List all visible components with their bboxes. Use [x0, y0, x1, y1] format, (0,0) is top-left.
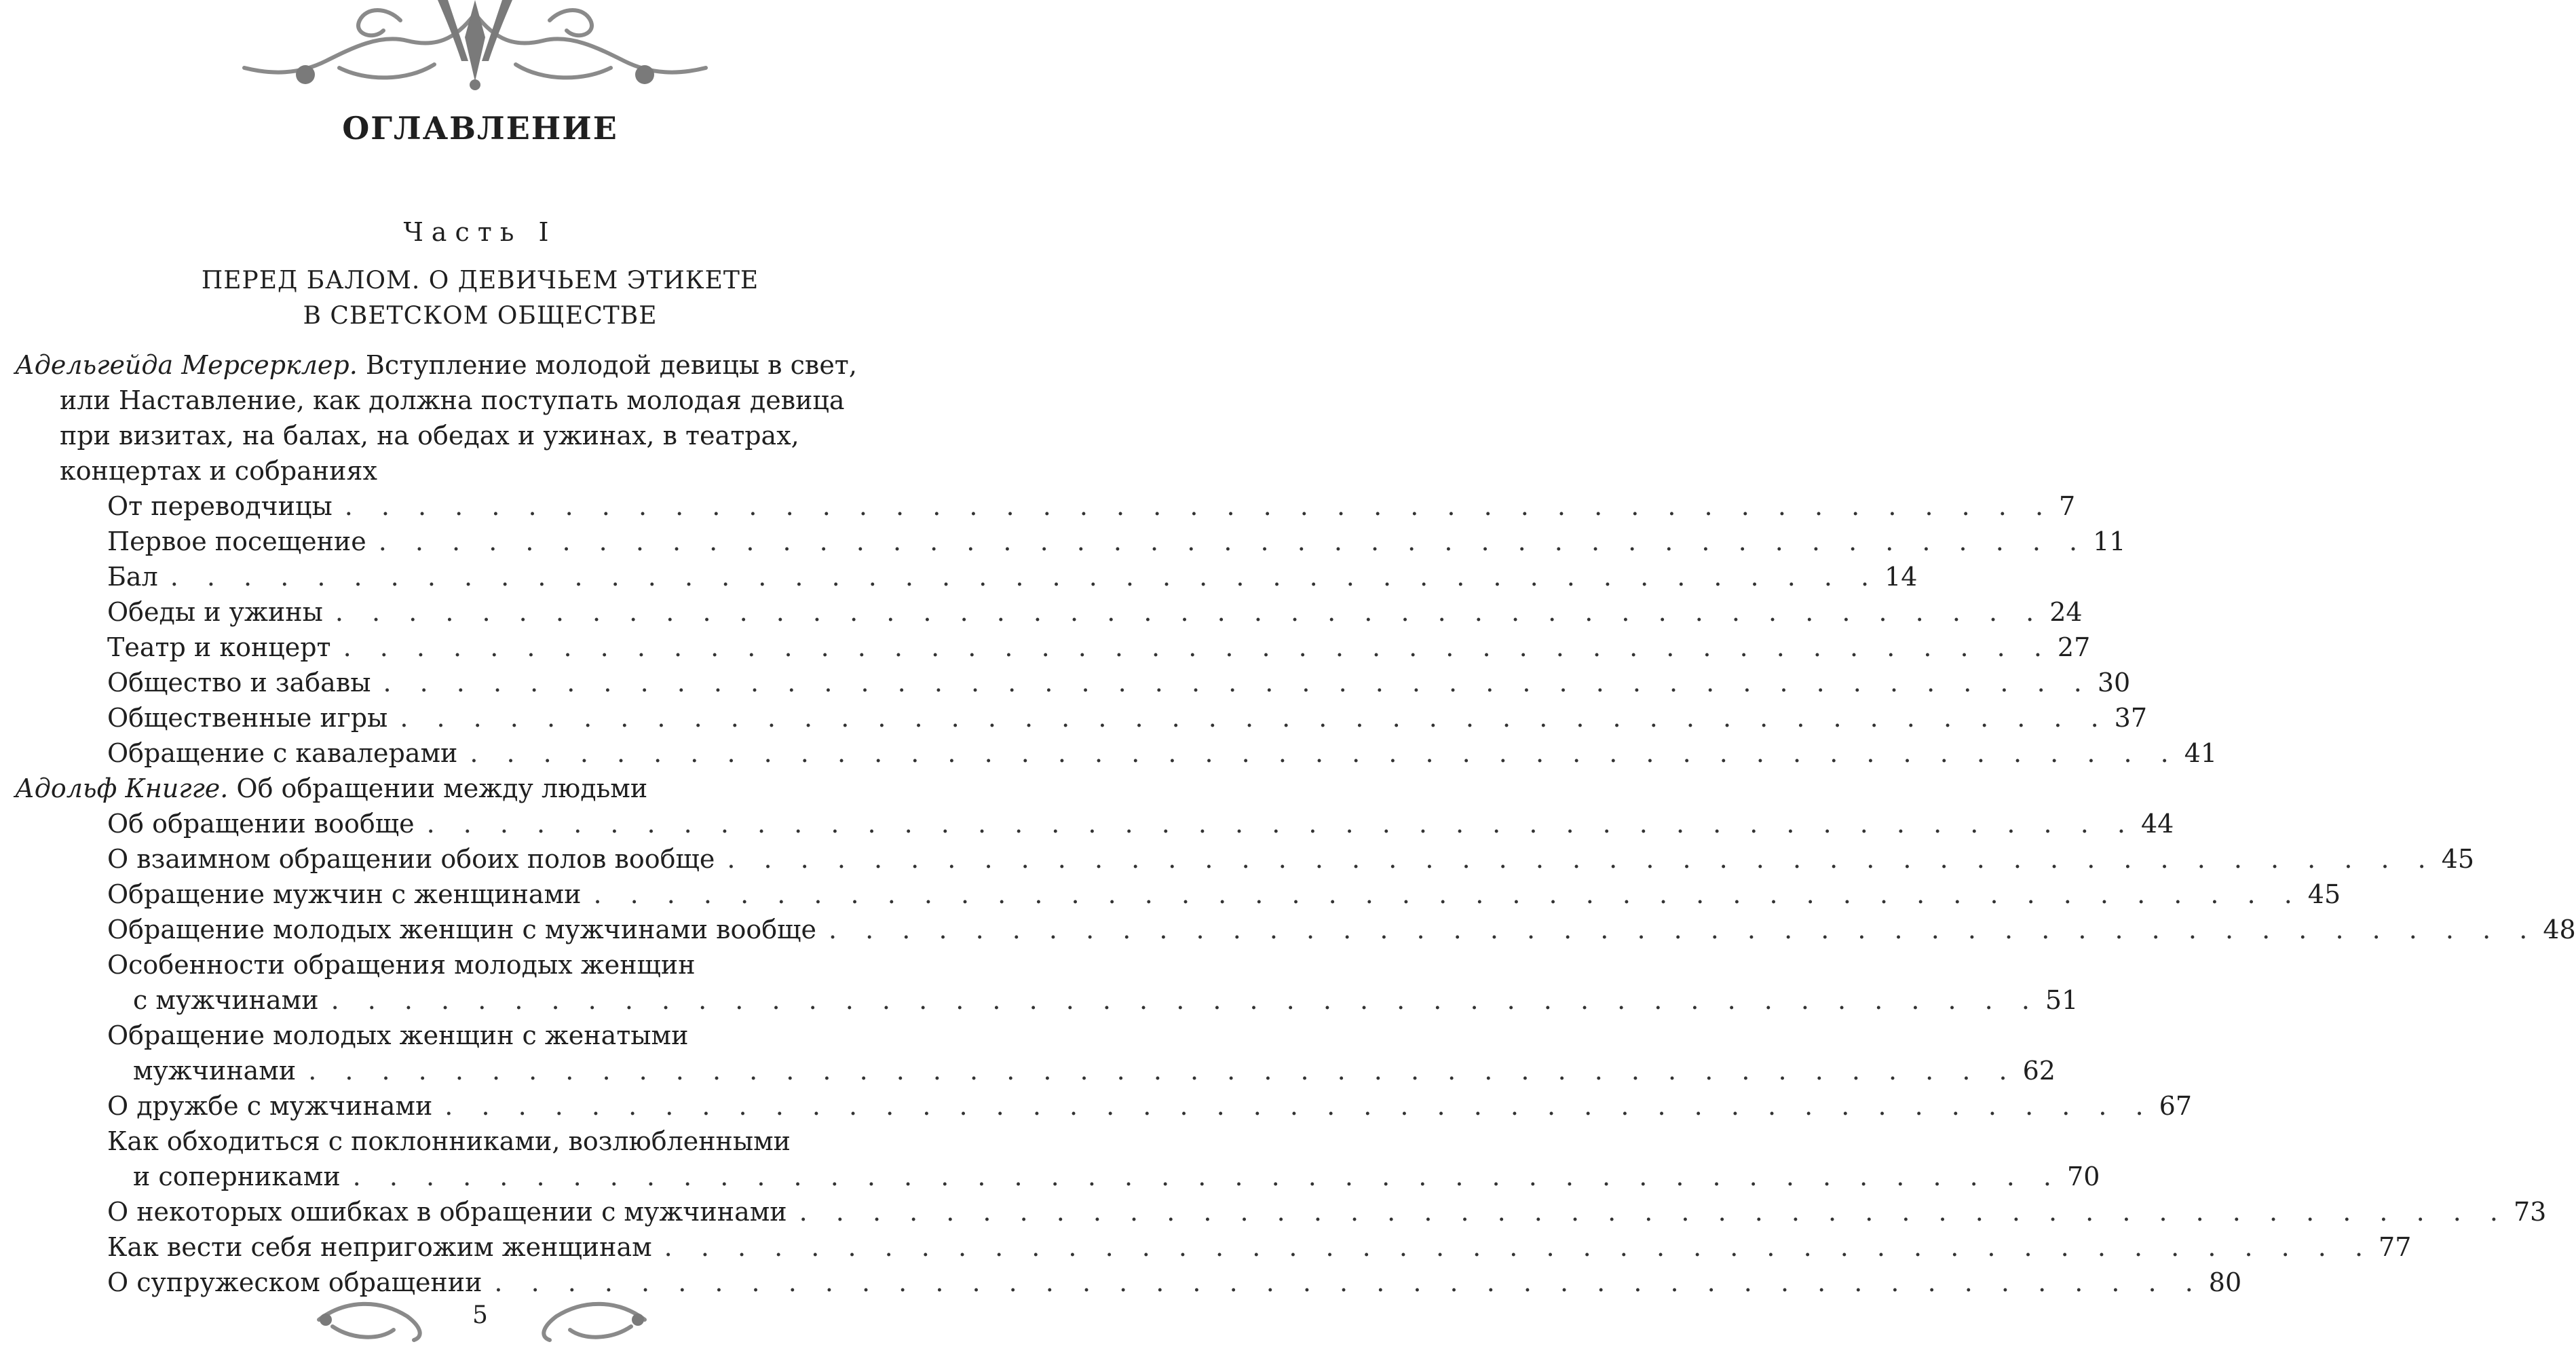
toc-entry	[107, 841, 2475, 877]
toc-entry-page: 14	[1884, 562, 1918, 592]
toc-entry-page: 30	[2097, 668, 2131, 697]
toc-entry-title: Как обходиться с поклонниками, возлюбленными	[107, 1126, 791, 1156]
toc-dot-leader: . . . . . . . . . . . . . . . . . . . . . . . . . . . . . . . . . . . . . . . . . . . . . . .	[470, 738, 2179, 768]
toc-entry-title: Обращение молодых женщин с женатыми	[107, 1020, 689, 1050]
part-label: Часть I	[403, 217, 557, 247]
section2-author: Адольф Книгге.	[15, 773, 229, 803]
part-heading-line2: В СВЕТСКОМ ОБЩЕСТВЕ	[303, 302, 658, 330]
toc-entry	[107, 559, 1918, 594]
toc-entry-title: Особенности обращения молодых женщин	[107, 950, 696, 980]
toc-entry	[107, 665, 2131, 700]
toc-entry	[107, 700, 2148, 735]
toc-entry-page: 44	[2140, 809, 2174, 839]
toc-entry-title: Общество и забавы	[107, 668, 371, 697]
toc-entry-title: О некоторых ошибках в обращении с мужчинами	[107, 1197, 787, 1227]
toc-dot-leader: . . . . . . . . . . . . . . . . . . . . . . . . . . . . . . . . . . . . . . . . . . . . . . .	[799, 1197, 2508, 1227]
toc-entry-page: 51	[2045, 985, 2079, 1015]
page-number: 5	[472, 1301, 488, 1329]
toc-dot-leader: . . . . . . . . . . . . . . . . . . . . . . . . . . . . . . . . . . . . . . . . . . . . . . .	[343, 632, 2052, 662]
toc-entry	[107, 1229, 2412, 1265]
toc-entry-page: 73	[2513, 1197, 2547, 1227]
toc-entry	[107, 489, 2076, 524]
toc-dot-leader: . . . . . . . . . . . . . . . . . . . . . . . . . . . . . . . . . . . . . . . . . . . . . . .	[593, 879, 2303, 909]
toc-entry-title: Обращение молодых женщин с мужчинами вообще	[107, 915, 816, 944]
toc-entry-page: 7	[2059, 491, 2076, 521]
toc-entry-title: Бал	[107, 562, 158, 592]
toc-entry-title: Обращение мужчин с женщинами	[107, 879, 582, 909]
toc-title: ОГЛАВЛЕНИЕ	[342, 110, 618, 147]
toc-dot-leader: . . . . . . . . . . . . . . . . . . . . . . . . . . . . . . . . . . . . . . . . . . . . . . .	[727, 844, 2436, 874]
toc-entry-title: О дружбе с мужчинами	[107, 1091, 433, 1121]
toc-entry-page: 24	[2049, 597, 2083, 627]
toc-dot-leader: . . . . . . . . . . . . . . . . . . . . . . . . . . . . . . . . . . . . . . . . . . . . . . .	[426, 809, 2136, 839]
toc-dot-leader: . . . . . . . . . . . . . . . . . . . . . . . . . . . . . . . . . . . . . . . . . . . . . . .	[335, 597, 2045, 627]
toc-entry-page: 37	[2114, 703, 2148, 733]
toc-entry-page: 70	[2067, 1162, 2100, 1191]
toc-dot-leader: . . . . . . . . . . . . . . . . . . . . . . . . . . . . . . . . . . . . . . . . . . . . . . .	[352, 1162, 2062, 1191]
toc-dot-leader: . . . . . . . . . . . . . . . . . . . . . . . . . . . . . . . . . . . . . . . . . . . . . . .	[400, 703, 2109, 733]
part-heading-line1: ПЕРЕД БАЛОМ. О ДЕВИЧЬЕМ ЭТИКЕТЕ	[201, 267, 759, 294]
toc-entry-page: 62	[2022, 1056, 2056, 1086]
toc-dot-leader: . . . . . . . . . . . . . . . . . . . . . . . . . . . . . . . . . . . . . . . . . . . . . . .	[664, 1232, 2374, 1262]
top-ornament	[231, 0, 719, 95]
toc-entry-title: Обеды и ужины	[107, 597, 323, 627]
toc-entry	[107, 630, 2091, 665]
section1-title-line2: или Наставление, как должна поступать молодая девица	[60, 385, 845, 415]
section1-author: Адельгейда Мерсерклер.	[15, 350, 358, 380]
section1-title-line4: концертах и собраниях	[60, 456, 377, 486]
toc-entry	[107, 877, 2341, 912]
toc-entry-title: Обращение с кавалерами	[107, 738, 458, 768]
toc-entry	[107, 1088, 2192, 1124]
toc-entry-page: 45	[2441, 844, 2475, 874]
toc-dot-leader: . . . . . . . . . . . . . . . . . . . . . . . . . . . . . . . . . . . . . . . . . . . . . . .	[308, 1056, 2018, 1086]
toc-entry	[133, 1053, 2056, 1088]
toc-entry	[107, 1194, 2547, 1229]
toc-entry-title: От переводчицы	[107, 491, 333, 521]
part-heading	[0, 263, 960, 334]
toc-entry-title: Театр и концерт	[107, 632, 331, 662]
toc-entry-title: Первое посещение	[107, 527, 366, 556]
toc-entry-title: Как вести себя непригожим женщинам	[107, 1232, 652, 1262]
toc-entry-title: и соперниками	[133, 1162, 341, 1191]
toc-dot-leader: . . . . . . . . . . . . . . . . . . . . . . . . . . . . . . . . . . . . . . . . . . . . . . .	[170, 562, 1880, 592]
toc-entry	[107, 912, 2576, 947]
toc-dot-leader: . . . . . . . . . . . . . . . . . . . . . . . . . . . . . . . . . . . . . . . . . . . . . . .	[444, 1091, 2154, 1121]
toc-entry-title: О супружеском обращении	[107, 1267, 482, 1297]
toc-entry-page: 80	[2208, 1267, 2242, 1297]
section2-header	[15, 771, 975, 806]
toc-entry-page: 67	[2159, 1091, 2192, 1121]
toc-dot-leader: . . . . . . . . . . . . . . . . . . . . . . . . . . . . . . . . . . . . . . . . . . . . . . .	[383, 668, 2092, 697]
toc-entry-title: О взаимном обращении обоих полов вообще	[107, 844, 715, 874]
toc-entry-page: 48	[2543, 915, 2576, 944]
toc-dot-leader: . . . . . . . . . . . . . . . . . . . . . . . . . . . . . . . . . . . . . . . . . . . . . . .	[344, 491, 2054, 521]
toc-entry-title: Общественные игры	[107, 703, 388, 733]
toc-entry	[107, 806, 2174, 841]
toc-dot-leader: . . . . . . . . . . . . . . . . . . . . . . . . . . . . . . . . . . . . . . . . . . . . . . .	[828, 915, 2538, 944]
toc-entry-page: 77	[2379, 1232, 2412, 1262]
toc-entry	[107, 524, 2126, 559]
toc-entry-page: 41	[2184, 738, 2218, 768]
toc-entry	[133, 1159, 2100, 1194]
toc-entry-title: с мужчинами	[133, 985, 319, 1015]
toc-dot-leader: . . . . . . . . . . . . . . . . . . . . . . . . . . . . . . . . . . . . . . . . . . . . . . .	[378, 527, 2088, 556]
toc-entry-page: 27	[2057, 632, 2091, 662]
toc-entry-title: мужчинами	[133, 1056, 297, 1086]
toc-entry-page: 45	[2307, 879, 2341, 909]
section1-title-line3: при визитах, на балах, на обедах и ужинах, в театрах,	[60, 421, 799, 451]
toc-dot-leader: . . . . . . . . . . . . . . . . . . . . . . . . . . . . . . . . . . . . . . . . . . . . . . .	[330, 985, 2040, 1015]
toc-entry	[107, 735, 2218, 771]
toc-entry-page: 11	[2093, 527, 2126, 556]
toc-entry	[133, 982, 2079, 1018]
toc-entry	[107, 594, 2083, 630]
toc-entry-title: Об обращении вообще	[107, 809, 415, 839]
section1-header-line1	[15, 347, 975, 383]
section1-title-line1: Вступление молодой девицы в свет,	[357, 350, 857, 380]
section2-title: Об обращении между людьми	[228, 773, 648, 803]
toc-dot-leader: . . . . . . . . . . . . . . . . . . . . . . . . . . . . . . . . . . . . . . . . . . . . . . .	[494, 1267, 2203, 1297]
